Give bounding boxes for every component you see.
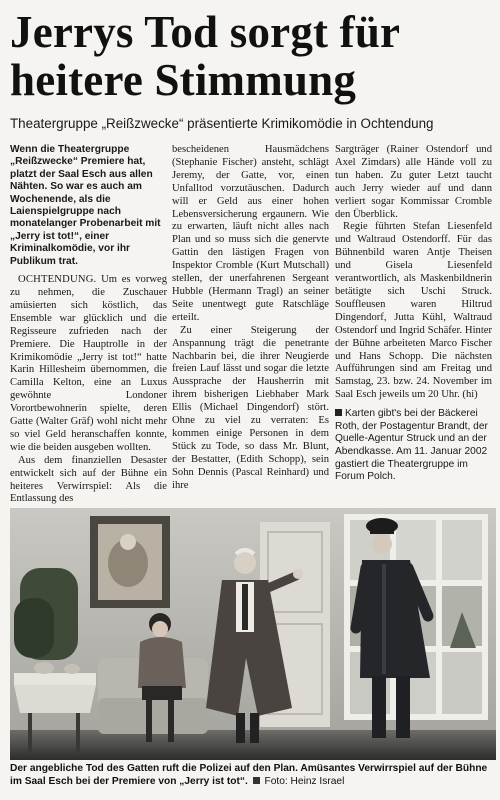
subheadline: Theatergruppe „Reißzwecke“ präsentierte Krimikomödie in Ochtendung: [10, 116, 434, 131]
stage-photo-illustration: [10, 508, 496, 760]
body-paragraph-4: [335, 221, 492, 402]
headline-line-2: heitere Stimmung: [10, 55, 357, 105]
ticket-info-box: [335, 408, 492, 484]
headline: [10, 8, 496, 104]
body-paragraph-2-start: Aus dem finanziellen Desaster entwickelt sich auf der Bühne ein heiteres Verwirrspiel: Als die Entlassung des: [10, 454, 167, 505]
body-paragraph-3-start: Zu einer Steigerung der Anspannung trägt die penetrante Nachbarin bei, die ihrer Neugierde freien Lauf lässt und sogar die letzte Aussprache der Hausherrin mit ihrem bisherigen Liebhaber Mark Ellis (Michael Dingendorf) stört. Ohne zu viel zu verraten: Es kommen einige Personen in dem Stück zu Tode, so dass Mr. Blunt, der Bestatter, (Edith Schopp), sein Sohn Dennis (Pascal Reinhard) und ihre: [172, 324, 329, 491]
article-column-2: [172, 144, 329, 492]
body-paragraph-2-continued: bescheidenen Hausmädchens (Stephanie Fischer) ansteht, schlägt Jeremy, der Gatte, vor, einen Unfalltod vorzutäuschen. Dadurch will er Geld aus einer hohen Lebensversicherung ergaunern. Wie zu erwarten, läuft nicht alles nach Plan und so muss sich die genervte Gattin den lästigen Fragen von Inspektor Cromble (Kurt Mutschall) stellen, der unerfahrenen Sergeant Hubble (Hermann Tragl) an seiner Seite unentwegt gute Ratschläge erteilt.: [172, 144, 329, 323]
photo-credit: [251, 776, 345, 787]
square-bullet-icon: [253, 777, 260, 784]
headline-line-1: Jerrys Tod sorgt für: [10, 7, 401, 57]
body-paragraph-4-text: Regie führten Stefan Liesenfeld und Waltraud Ostendorff. Für das Bühnenbild waren Antje Theisen und Gisela Liesenfeld verantwortlich, als Maskenbildnerin betätigte sich Uschi Struck. Souffleusen waren Hiltrud Dingendorf, Jutta Kühl, Waltraud Ostendorf und Ingrid Schäfer. Hinter der Bühne arbeiteten Marco Fischer und Hans Schopp. Die nächsten Aufführungen sind am Freitag und Samstag, 23. bzw. 24. November im Saal Esch jeweils um 20 Uhr.: [335, 221, 492, 401]
lead-paragraph: Wenn die Theatergruppe „Reißzwecke“ Premiere hat, platzt der Saal Esch aus allen Nähten. So war es auch am Wochenende, als die Laienspielgruppe nach monatelanger Probenarbeit mit „Jerry ist tot!“, einer Kriminalkomödie, vor ihr Publikum trat.: [10, 144, 161, 267]
author-byline: (hi): [459, 389, 478, 401]
caption-text: Der angebliche Tod des Gatten ruft die Polizei auf den Plan. Amüsantes Verwirrspiel auf der Bühne im Saal Esch bei der Premiere von „Jerry ist tot“.: [10, 763, 488, 787]
square-bullet-icon: [335, 409, 342, 416]
photo-credit-text: Foto: Heinz Israel: [264, 775, 345, 787]
article-column-1: [10, 144, 167, 506]
body-paragraph-1: [10, 274, 167, 455]
dateline: OCHTENDUNG.: [18, 274, 97, 286]
article-column-3: [335, 144, 492, 484]
photo-caption: [10, 763, 496, 789]
ticket-info-text: Karten gibt's bei der Bäckerei Roth, der Postagentur Brandt, der Quelle-Agentur Struck und an der Abendkasse. Am 11. Januar 2002 gastiert die Theatergruppe im Forum Polch.: [335, 408, 488, 483]
body-paragraph-1-text: Um es vorweg zu nehmen, die Zuschauer amüsierten sich köstlich, das Ensemble war glücklich und die Regisseure zufrieden nach der Premiere. Die Hauptrolle in der Krimikomödie „Jerry ist tot!“ hatte Karin Hillesheim übernommen, die Camilla Kelton, eine an Luxus gewöhnte Londoner Vorortbewohnerin spielte, deren Gatte (Walter Gräf) wohl nicht mehr so viel Geld heranschaffen konnte, wie die beiden ausgeben wollten.: [10, 274, 167, 453]
body-paragraph-3-continued: Sargträger (Rainer Ostendorf und Axel Zimdars) alle Hände voll zu tun haben. Zu guter Letzt taucht auch Jerry wieder auf und dann verliert sogar Kommissar Cromble den Überblick.: [335, 144, 492, 220]
side-table: [14, 673, 96, 685]
stage-photo: [10, 508, 496, 760]
